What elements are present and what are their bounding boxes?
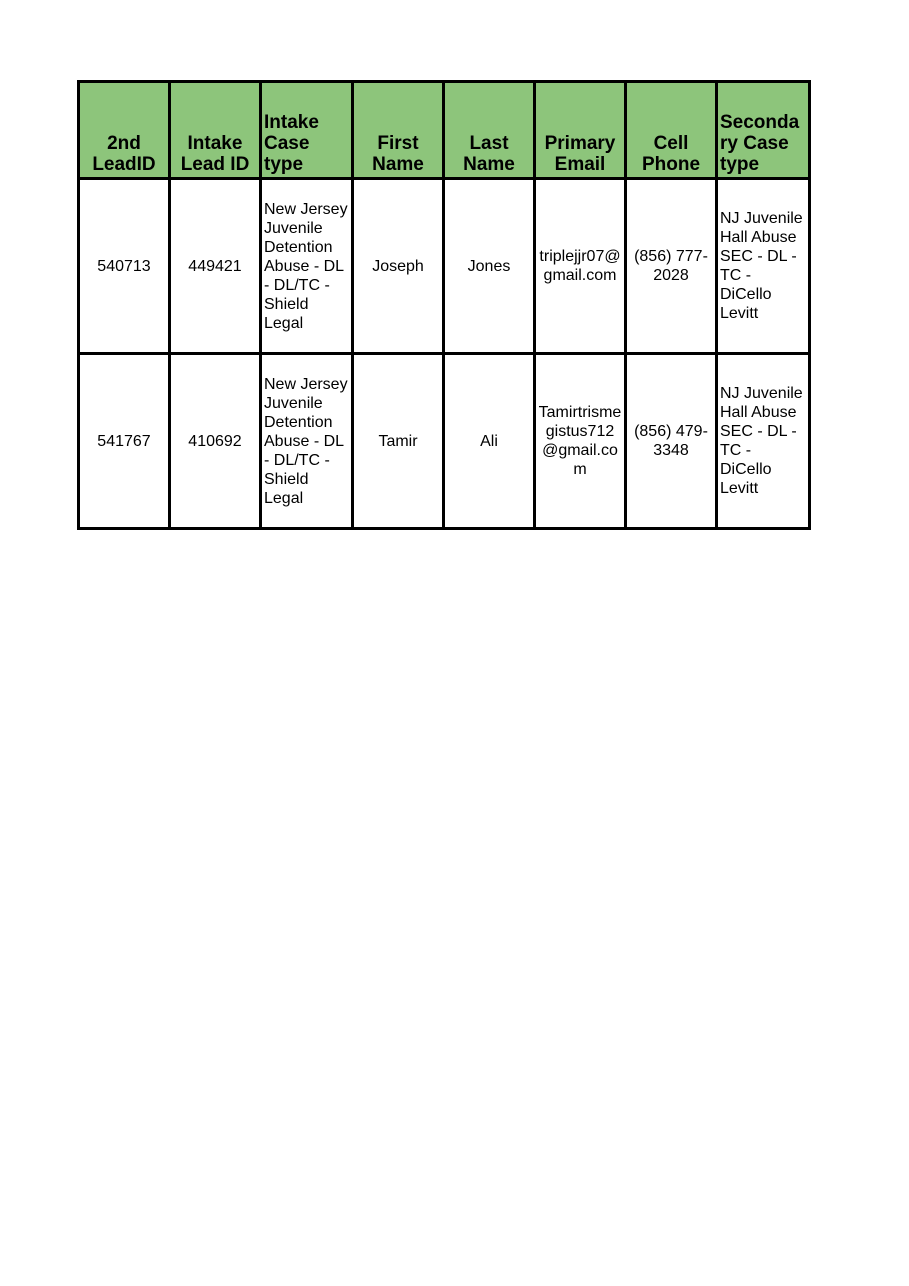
header-cell-first-name: First Name	[353, 82, 444, 179]
header-cell-secondary-case-type: Secondary Case type	[717, 82, 810, 179]
header-row	[79, 82, 810, 179]
cell-cell-phone: (856) 479-3348	[626, 354, 717, 529]
cell-intake-case-type: New Jersey Juvenile Detention Abuse - DL - DL/TC - Shield Legal	[261, 179, 353, 354]
cell-intake-case-type: New Jersey Juvenile Detention Abuse - DL - DL/TC - Shield Legal	[261, 354, 353, 529]
cell-secondary-case-type: NJ Juvenile Hall Abuse SEC - DL - TC - DiCello Levitt	[717, 179, 810, 354]
cell-primary-email: triplejjr07@gmail.com	[535, 179, 626, 354]
header-cell-primary-email: Primary Email	[535, 82, 626, 179]
cell-intake-lead-id: 410692	[170, 354, 261, 529]
cell-2nd-leadid: 540713	[79, 179, 170, 354]
table-row	[79, 354, 810, 529]
cell-last-name: Jones	[444, 179, 535, 354]
header-cell-intake-case-type: Intake Case type	[261, 82, 353, 179]
cell-first-name: Tamir	[353, 354, 444, 529]
cell-last-name: Ali	[444, 354, 535, 529]
table-row	[79, 179, 810, 354]
header-cell-intake-lead-id: Intake Lead ID	[170, 82, 261, 179]
cell-cell-phone: (856) 777-2028	[626, 179, 717, 354]
cell-first-name: Joseph	[353, 179, 444, 354]
header-cell-cell-phone: Cell Phone	[626, 82, 717, 179]
cell-intake-lead-id: 449421	[170, 179, 261, 354]
header-cell-2nd-leadid: 2nd LeadID	[79, 82, 170, 179]
header-cell-last-name: Last Name	[444, 82, 535, 179]
intake-leads-table	[77, 80, 811, 530]
cell-secondary-case-type: NJ Juvenile Hall Abuse SEC - DL - TC - DiCello Levitt	[717, 354, 810, 529]
cell-primary-email: Tamirtrismegistus712@gmail.com	[535, 354, 626, 529]
cell-2nd-leadid: 541767	[79, 354, 170, 529]
